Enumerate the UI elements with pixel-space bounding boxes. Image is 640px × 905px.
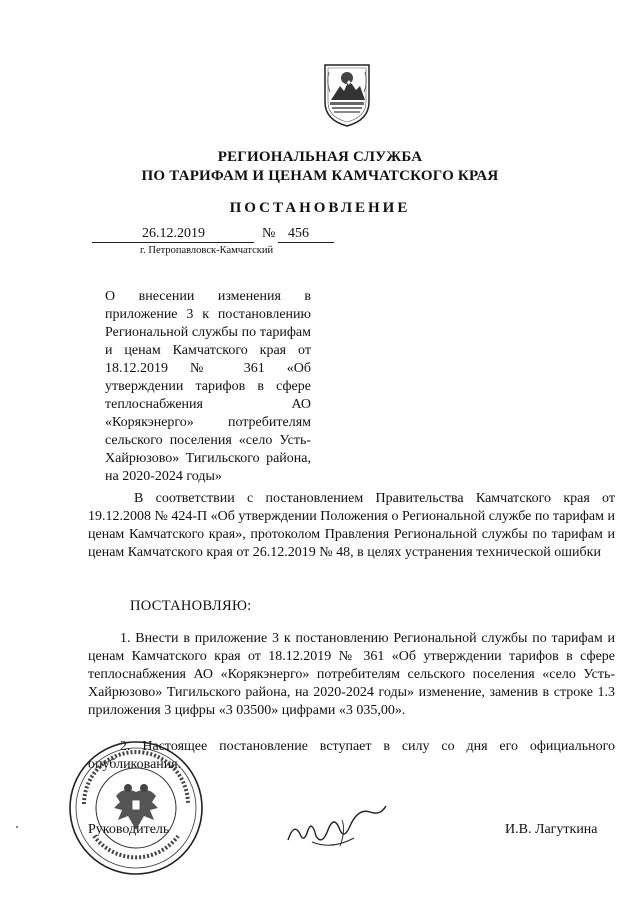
date-underline (92, 242, 254, 243)
signatory-title: Руководитель (88, 822, 170, 837)
document-type: ПОСТАНОВЛЕНИЕ (229, 200, 411, 216)
signatory-name: И.В. Лагуткина (505, 822, 598, 837)
document-number: 456 (288, 226, 309, 241)
document-date: 26.12.2019 (142, 226, 205, 241)
handwritten-signature (282, 800, 392, 855)
number-underline (278, 242, 334, 243)
coat-of-arms-icon (322, 62, 372, 128)
scan-margin-mark (16, 826, 18, 828)
org-name-line1: РЕГИОНАЛЬНАЯ СЛУЖБА (217, 149, 423, 165)
number-sign: № (262, 226, 276, 241)
resolve-heading: ПОСТАНОВЛЯЮ: (130, 598, 252, 614)
item-2-paragraph: 2. Настоящее постановление вступает в силу со дня его официального опубликования. (88, 739, 615, 772)
document-subject: О внесении изменения в приложение 3 к постановлению Региональной службы по тарифам и ценам Камчатского края от 18.12.2019 № 361 «Об утверждении тарифов в сфере теплоснабжения АО «Корякэнерго» потребителям сельского поселения «село Усть-Хайрюзово» Тигильского района, на 2020-2024 годы» (105, 289, 311, 484)
issue-city: г. Петропавловск-Камчатский (140, 245, 274, 256)
item-1-paragraph: 1. Внести в приложение 3 к постановлению Региональной службы по тарифам и ценам Камчатского края от 18.12.2019 № 361 «Об утверждении тарифов в сфере теплоснабжения АО «Корякэнерго» потребителям сельского поселения «село Усть-Хайрюзово» Тигильского района, на 2020-2024 годы» изменение, заменив в строке 1.3 приложения 3 цифры «3 03500» цифрами «3 035,00». (88, 631, 615, 718)
official-seal-icon (66, 738, 206, 878)
preamble-paragraph: В соответствии с постановлением Правительства Камчатского края от 19.12.2008 № 424-П «Об утверждении Положения о Региональной службе по тарифам и ценам Камчатского края», протоколом Правления Региональной службы по тарифам и ценам Камчатского края от 26.12.2019 № 48, в целях устранения технической ошибки (88, 491, 615, 560)
org-name-line2: ПО ТАРИФАМ И ЦЕНАМ КАМЧАТСКОГО КРАЯ (141, 168, 499, 184)
